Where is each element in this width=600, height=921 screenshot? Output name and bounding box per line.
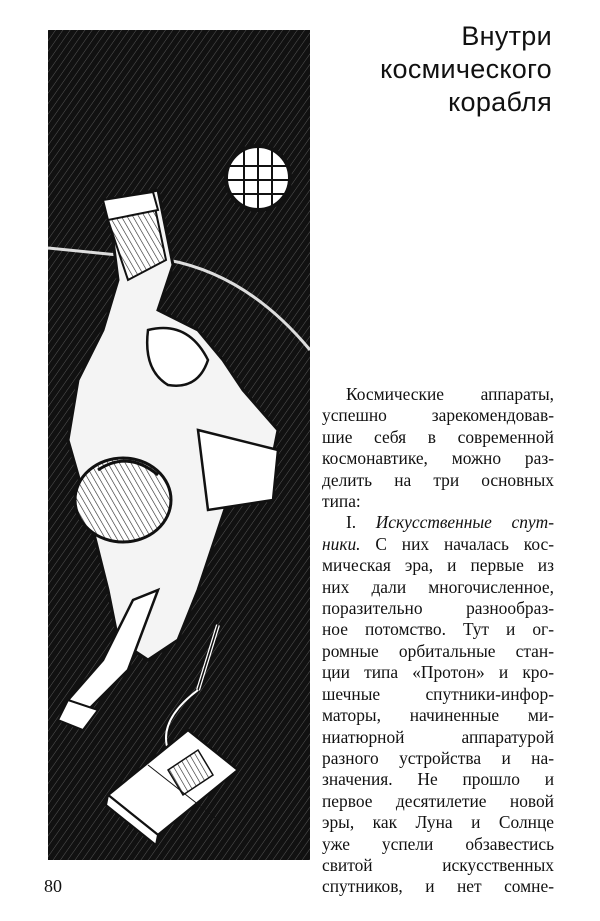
page-number: 80 xyxy=(44,876,62,896)
porthole-icon xyxy=(226,146,290,210)
helmet xyxy=(75,458,171,542)
body-text xyxy=(322,384,554,898)
text-line: свитой искусственных xyxy=(322,854,554,875)
text-line: разного устройства и на- xyxy=(322,747,554,768)
chapter-title-line: Внутри xyxy=(461,21,552,51)
text-line: первое десятилетие новой xyxy=(322,790,554,811)
text-line xyxy=(322,512,554,533)
chapter-title-line: космического xyxy=(380,54,552,84)
text-line: успешно зарекомендовав- xyxy=(322,405,554,426)
chapter-title xyxy=(322,20,552,119)
text-line: ции типа «Протон» и кро- xyxy=(322,662,554,683)
text-line: Космические аппараты, xyxy=(346,384,554,404)
text-line: спутников, и нет сомне- xyxy=(322,876,554,897)
text-line: ниатюрной аппаратурой xyxy=(322,726,554,747)
list-number: I. xyxy=(346,512,376,533)
text-line: них дали многочисленное, xyxy=(322,576,554,597)
text-line: космонавтике, можно раз- xyxy=(322,448,554,469)
text-line: уже успели обзавестись xyxy=(322,833,554,854)
text-line: шие себя в современной xyxy=(322,426,554,447)
text-line xyxy=(322,534,554,555)
text-line: поразительно разнообраз- xyxy=(322,598,554,619)
text-line: ромные орбитальные стан- xyxy=(322,640,554,661)
text-line: мическая эра, и первые из xyxy=(322,555,554,576)
text-line: шечные спутники-инфор- xyxy=(322,683,554,704)
text-line: ное потомство. Тут и ог- xyxy=(322,619,554,640)
italic-term: Искусственные спут- xyxy=(375,512,554,533)
text-line: значения. Не прошло и xyxy=(322,769,554,790)
text-line: маторы, начиненные ми- xyxy=(322,705,554,726)
text-fragment: С них началась кос- xyxy=(360,533,554,554)
text-line: эры, как Луна и Солнце xyxy=(322,812,554,833)
chapter-title-line: корабля xyxy=(448,87,552,117)
text-line: типа: xyxy=(322,491,361,512)
italic-term: ники. xyxy=(322,533,361,554)
text-line: делить на три основных xyxy=(322,469,554,490)
astronaut-illustration xyxy=(48,30,310,860)
